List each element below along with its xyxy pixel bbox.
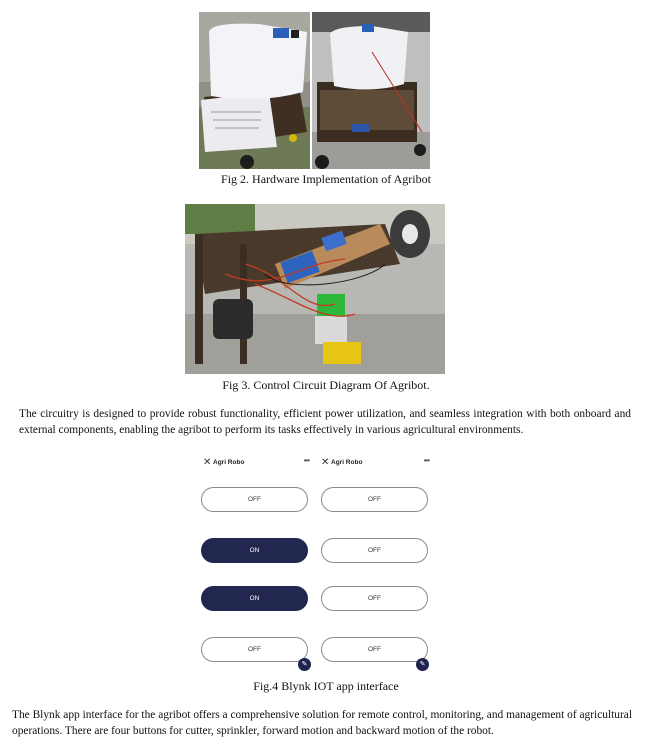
fig2-caption: Fig 2. Hardware Implementation of Agribot xyxy=(221,172,431,186)
fig3-caption: Fig 3. Control Circuit Diagram Of Agribot. xyxy=(222,378,430,392)
switch-button-4[interactable]: OFF xyxy=(201,637,308,662)
fig3-photo xyxy=(185,204,445,374)
switch-button-4[interactable]: OFF xyxy=(321,637,428,662)
screen-header xyxy=(317,455,433,473)
wrench-icon[interactable]: ✎ xyxy=(416,658,429,671)
switch-button-2[interactable]: ON xyxy=(201,538,308,563)
close-icon[interactable]: ✕ xyxy=(321,457,330,468)
switch-button-2[interactable]: OFF xyxy=(321,538,428,563)
circuitry-paragraph: The circuitry is designed to provide robust functionality, efficient power utilization, and seamless integration with both onboard and external components, enabling the agribot to perform its tasks effectively in various agricultural environments. xyxy=(19,408,631,436)
fig2-photo-left xyxy=(199,12,310,169)
fig4-caption: Fig.4 Blynk IOT app interface xyxy=(253,679,399,693)
wrench-icon[interactable]: ✎ xyxy=(298,658,311,671)
switch-button-1[interactable]: OFF xyxy=(321,487,428,512)
close-icon[interactable]: ✕ xyxy=(203,457,212,468)
switch-button-3[interactable]: OFF xyxy=(321,586,428,611)
more-icon[interactable]: ••• xyxy=(303,456,309,465)
blynk-screen-left xyxy=(199,455,313,673)
switch-button-1[interactable]: OFF xyxy=(201,487,308,512)
fig2-photo-right xyxy=(312,12,430,169)
more-icon[interactable]: ••• xyxy=(423,456,429,465)
switch-button-3[interactable]: ON xyxy=(201,586,308,611)
blynk-screen-right xyxy=(317,455,433,673)
app-title: Agri Robo xyxy=(331,459,363,466)
screen-header xyxy=(199,455,313,473)
blynk-paragraph: The Blynk app interface for the agribot offers a comprehensive solution for remote control, monitoring, and management of agricultural operations. There are four buttons for cutter, sprinkler, forward motion and backward motion of the robot. xyxy=(12,709,632,737)
app-title: Agri Robo xyxy=(213,459,245,466)
